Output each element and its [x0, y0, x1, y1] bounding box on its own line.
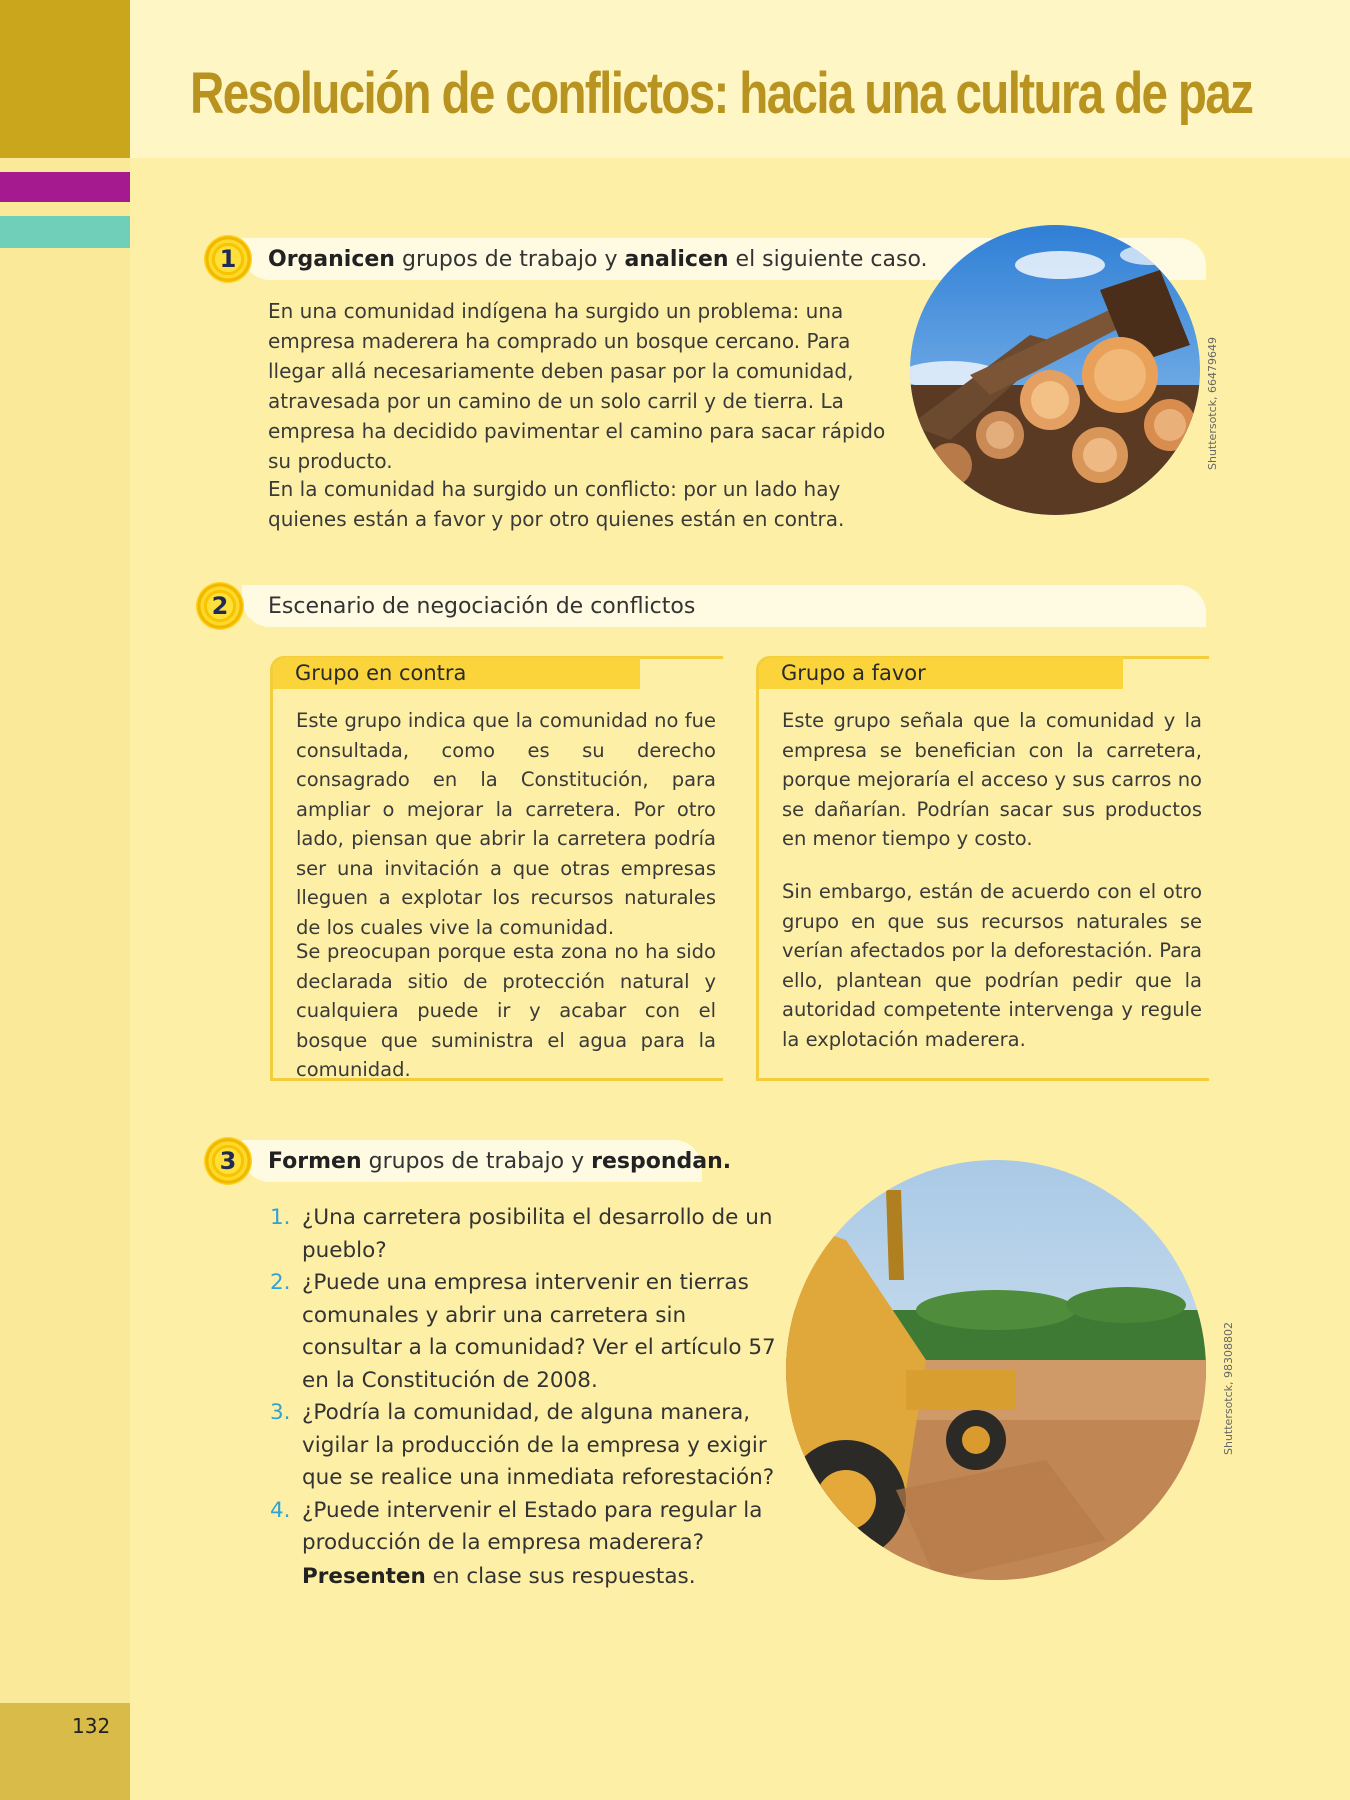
closing-instruction: Presenten en clase sus respuestas.: [302, 1564, 696, 1589]
activity-1-number: 1: [204, 235, 252, 283]
question-item: 4. ¿Puede intervenir el Estado para regular la producción de la empresa maderera?: [270, 1497, 763, 1555]
activity-3-instruction: Formen grupos de trabajo y respondan.: [268, 1149, 732, 1174]
group-against-paragraph-1: Este grupo indica que la comunidad no fue consultada, como es su derecho consagrado en la Constitución, para ampliar o mejorar la carretera. Por otro lado, piensan que abrir la carretera podría ser una invitación a que otras empresas lleguen a explotar los recursos naturales de los cuales vive la comunidad.: [296, 709, 716, 939]
activity-1-paragraph-2: En la comunidad ha surgido un conflicto: por un lado hay quienes están a favor y por otro quienes están en contra.: [268, 477, 845, 531]
left-margin-band: [0, 0, 130, 1800]
magenta-stripe: [0, 172, 130, 202]
photo-credit-2: Shuttersotck, 98308802: [1222, 1321, 1235, 1455]
question-item: 3. ¿Podría la comunidad, de alguna manera, vigilar la producción de la empresa y exigir que se realice una inmediata reforestación?: [270, 1400, 775, 1490]
activity-2-number: 2: [196, 582, 244, 630]
grader-photo: [786, 1160, 1206, 1580]
teal-stripe: [0, 216, 130, 248]
page-title: Resolución de conflictos: hacia una cultura de paz: [190, 61, 1253, 126]
group-against-title: Grupo en contra: [273, 657, 640, 689]
questions-list: [270, 1202, 780, 1560]
grader-illustration: [786, 1160, 1206, 1580]
page-number-tab: [0, 1703, 130, 1800]
group-favor-paragraph-1: Este grupo señala que la comunidad y la empresa se benefician con la carretera, porque mejoraría el acceso y sus carros no se dañarían. Podrían sacar sus productos en menor tiempo y costo.: [782, 709, 1202, 850]
question-item: 1. ¿Una carretera posibilita el desarrollo de un pueblo?: [270, 1205, 773, 1263]
logs-photo: [910, 225, 1200, 515]
activity-2-label: Escenario de negociación de conflictos: [268, 594, 696, 619]
activity-1-instruction: Organicen grupos de trabajo y analicen el siguiente caso.: [268, 247, 928, 272]
question-item: 2. ¿Puede una empresa intervenir en tierras comunales y abrir una carretera sin consultar a la comunidad? Ver el artículo 57 en la Constitución de 2008.: [270, 1270, 776, 1393]
photo-credit-1: Shuttersotck, 66479649: [1206, 336, 1219, 470]
activity-1-paragraph-1: En una comunidad indígena ha surgido un problema: una empresa maderera ha comprado un bosque cercano. Para llegar allá necesariamente deben pasar por la comunidad, atravesada por un camino de un solo carril y de tierra. La empresa ha decidido pavimentar el camino para sacar rápido su producto.: [268, 299, 886, 473]
group-favor-paragraph-2: Sin embargo, están de acuerdo con el otro grupo en que sus recursos naturales se verían afectados por la deforestación. Para ello, plantean que podrían pedir que la autoridad competente intervenga y regule la explotación maderera.: [782, 880, 1202, 1051]
group-against-paragraph-2: Se preocupan porque esta zona no ha sido declarada sitio de protección natural y cualquiera puede ir y acabar con el bosque que suministra el agua para la comunidad.: [296, 940, 716, 1081]
corner-block: [0, 0, 130, 158]
activity-3-number: 3: [204, 1137, 252, 1185]
group-favor-title: Grupo a favor: [759, 657, 1123, 689]
page-number: 132: [72, 1714, 111, 1738]
logs-illustration: [910, 225, 1200, 515]
